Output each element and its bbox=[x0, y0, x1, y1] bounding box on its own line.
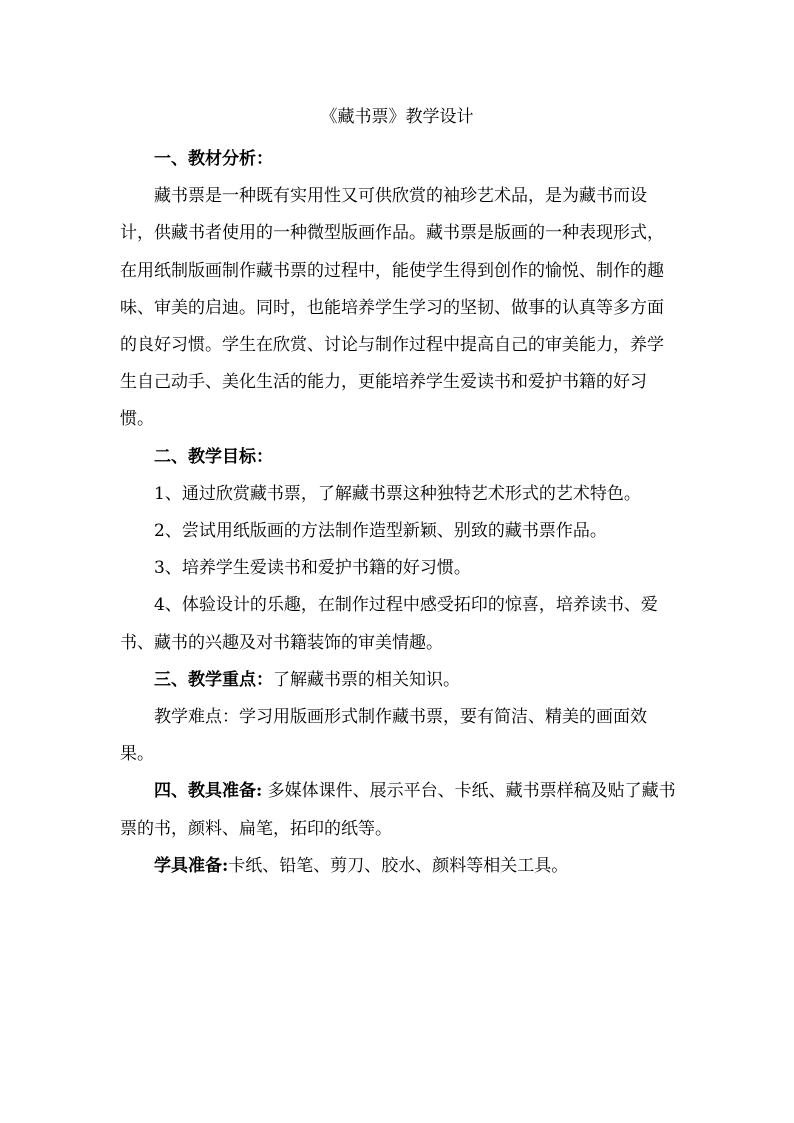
document-title: 《藏书票》教学设计 bbox=[320, 107, 474, 127]
paragraph-student-tools bbox=[120, 848, 676, 885]
section-heading-teaching-tools: 四、教具准备 bbox=[154, 781, 256, 802]
teaching-tools-text: 多媒体课件、展示平台、卡纸、藏书票样稿及贴了藏书票的书，颜料、扁笔，拓印的纸等。 bbox=[120, 781, 676, 839]
section-heading-analysis: 一、教材分析： bbox=[154, 149, 273, 169]
student-tools-colon: : bbox=[222, 855, 229, 876]
document-body bbox=[120, 141, 676, 885]
section-heading-key-points: 三、教学重点： bbox=[154, 669, 273, 690]
paragraph-difficulty: 教学难点：学习用版画形式制作藏书票，要有简洁、精美的画面效果。 bbox=[120, 707, 647, 765]
goal-item: 1、通过欣赏藏书票，了解藏书票这种独特艺术形式的艺术特色。 bbox=[154, 483, 641, 504]
student-tools-heading: 学具准备 bbox=[154, 855, 222, 876]
key-points-text: 了解藏书票的相关知识。 bbox=[273, 669, 460, 690]
paragraph-teaching-tools bbox=[120, 773, 676, 847]
teaching-tools-colon: : bbox=[256, 781, 263, 802]
paragraph-key-points bbox=[120, 662, 676, 699]
goal-item: 4、体验设计的乐趣，在制作过程中感受拓印的惊喜，培养读书、爱书、藏书的兴趣及对书籍装饰的审美情趣。 bbox=[120, 595, 658, 653]
goal-item: 3、培养学生爱读书和爱护书籍的好习惯。 bbox=[154, 558, 471, 579]
goal-item: 2、尝试用纸版画的方法制作造型新颖、别致的藏书票作品。 bbox=[154, 521, 607, 542]
paragraph-analysis: 藏书票是一种既有实用性又可供欣赏的袖珍艺术品，是为藏书而设计，供藏书者使用的一种微型版画作品。藏书票是版画的一种表现形式，在用纸制版画制作藏书票的过程中，能使学生得到创作的愉悦、制作的趣味、审美的启迪。同时，也能培养学生学习的坚韧、做事的认真等多方面的良好习惯。学生在欣赏、讨论与制作过程中提高自己的审美能力，养学生自己动手、美化生活的能力，更能培养学生爱读书和爱护书籍的好习惯。 bbox=[120, 186, 664, 430]
student-tools-text: 卡纸、铅笔、剪刀、胶水、颜料等相关工具。 bbox=[228, 855, 569, 876]
section-heading-goals: 二、教学目标： bbox=[154, 446, 273, 467]
